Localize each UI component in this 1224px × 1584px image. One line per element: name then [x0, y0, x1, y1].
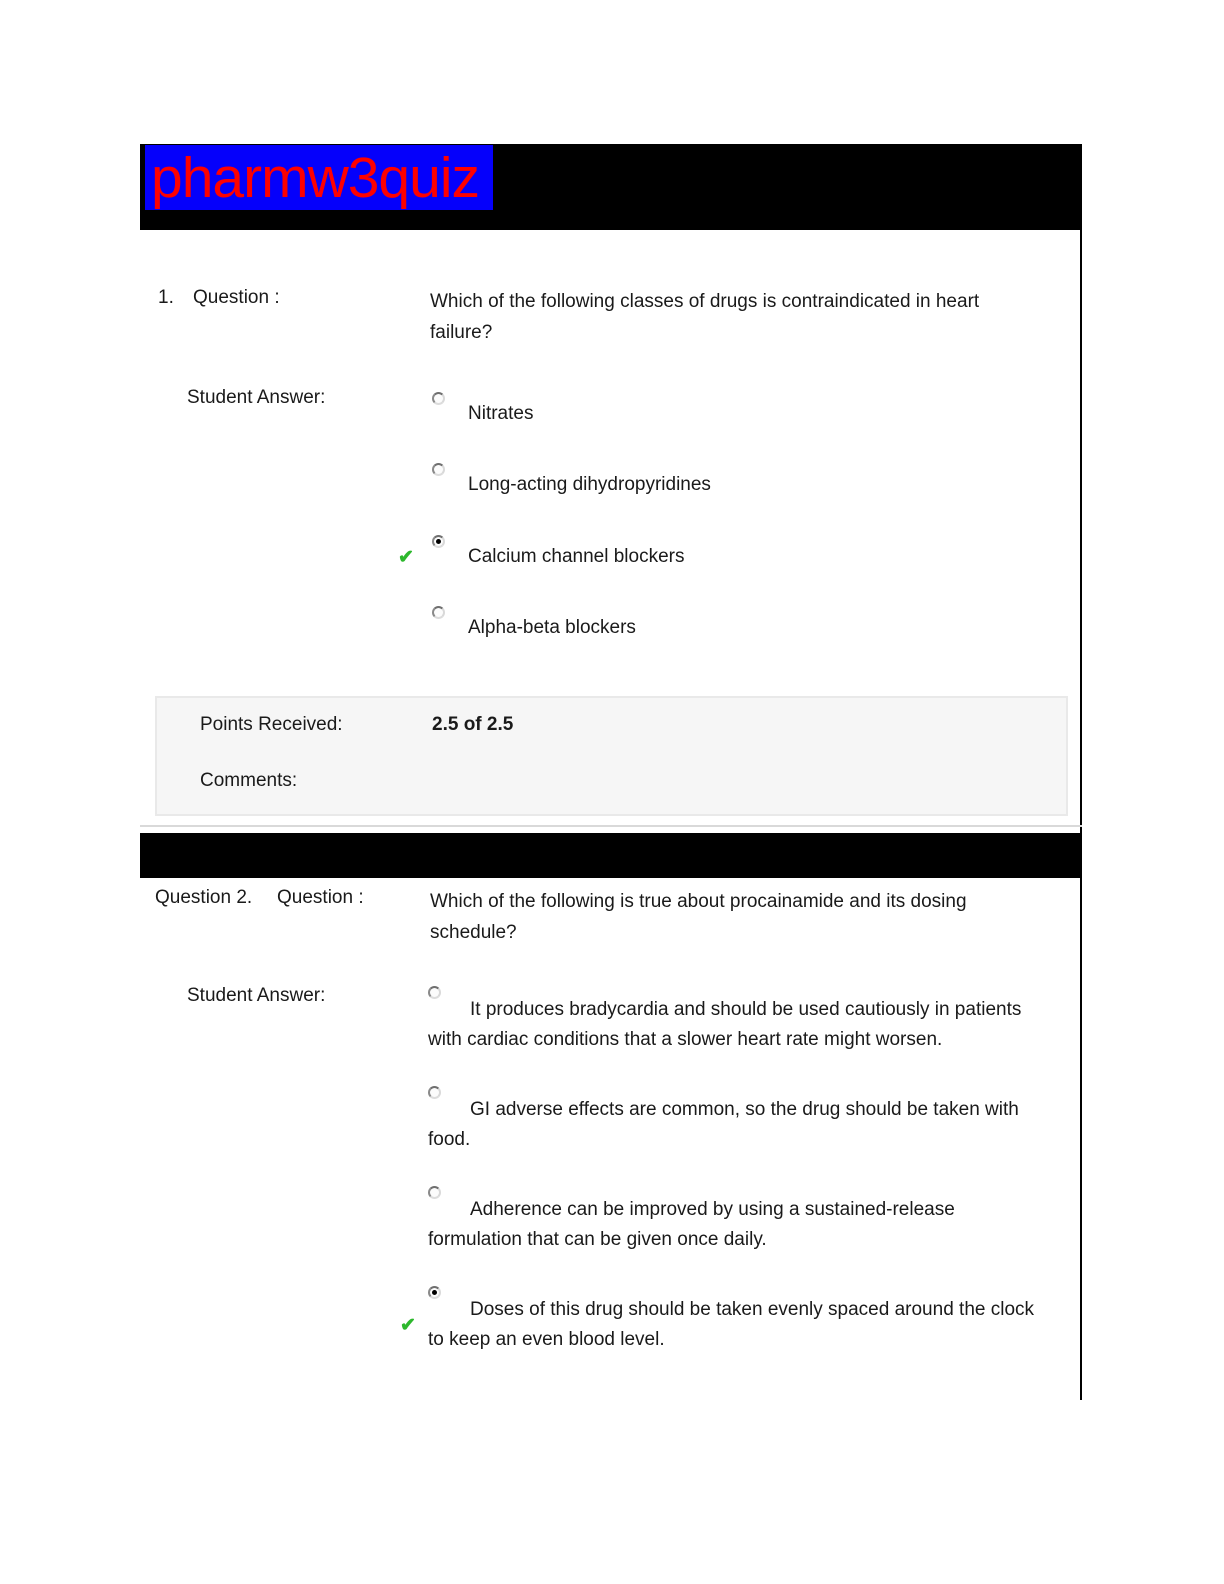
question-label: Question : [277, 887, 364, 908]
question-number: Question 2. [155, 887, 253, 908]
answer-option[interactable] [428, 986, 1088, 1055]
answer-option-line: Adherence can be improved by using a sustained-release [470, 1199, 955, 1220]
answer-option-line: to keep an even blood level. [428, 1329, 665, 1350]
question-text-line: schedule? [430, 922, 517, 943]
title-highlight [145, 145, 493, 210]
answer-option[interactable] [428, 1186, 1088, 1255]
question-text-line: Which of the following classes of drugs is contraindicated in heart [430, 291, 980, 312]
answer-option-line: It produces bradycardia and should be used cautiously in patients [470, 999, 1022, 1020]
answer-option-line: formulation that can be given once daily. [428, 1229, 767, 1250]
question-text [430, 886, 1090, 948]
answer-option[interactable] [398, 535, 992, 568]
question-text [430, 286, 1090, 348]
radio-selected-icon[interactable] [432, 535, 445, 548]
correct-answer-check-icon: ✔ [400, 1315, 416, 1336]
answer-option[interactable] [432, 463, 992, 496]
answer-option[interactable] [432, 606, 992, 639]
answer-option-label: Alpha-beta blockers [468, 617, 636, 638]
answer-option-line: Doses of this drug should be taken evenly spaced around the clock [470, 1299, 1035, 1320]
question-label: Question : [193, 287, 280, 308]
answer-option-line: GI adverse effects are common, so the drug should be taken with [470, 1099, 1019, 1120]
answer-option-label: Nitrates [468, 403, 534, 424]
quiz-content-column [140, 230, 1082, 1400]
section-divider [140, 825, 1082, 827]
radio-unselected-icon[interactable] [432, 463, 445, 476]
radio-unselected-icon[interactable] [428, 1086, 441, 1099]
radio-unselected-icon[interactable] [432, 392, 445, 405]
correct-answer-check-icon: ✔ [398, 547, 414, 568]
header-redaction-bar [140, 144, 1082, 230]
points-received-label: Points Received: [200, 714, 343, 735]
answer-option-line: food. [428, 1129, 471, 1150]
answer-option[interactable] [428, 1086, 1088, 1155]
student-answer-label: Student Answer: [187, 985, 326, 1006]
question-text-line: Which of the following is true about procainamide and its dosing [430, 891, 967, 912]
answer-option-line: with cardiac conditions that a slower heart rate might worsen. [428, 1029, 943, 1050]
radio-selected-icon[interactable] [428, 1286, 441, 1299]
radio-unselected-icon[interactable] [432, 606, 445, 619]
points-comments-box [155, 696, 1068, 816]
answer-option-label: Calcium channel blockers [468, 546, 685, 567]
points-received-value: 2.5 of 2.5 [432, 714, 514, 735]
answer-option[interactable] [432, 392, 992, 425]
page-title: pharmw3quiz [151, 146, 479, 210]
comments-label: Comments: [200, 770, 298, 791]
question-number: 1. [158, 287, 174, 308]
section-redaction-bar [140, 833, 1082, 878]
student-answer-label: Student Answer: [187, 387, 326, 408]
answer-option[interactable] [400, 1286, 1088, 1355]
radio-unselected-icon[interactable] [428, 1186, 441, 1199]
question-text-line: failure? [430, 322, 493, 343]
radio-unselected-icon[interactable] [428, 986, 441, 999]
answer-option-label: Long-acting dihydropyridines [468, 474, 711, 495]
